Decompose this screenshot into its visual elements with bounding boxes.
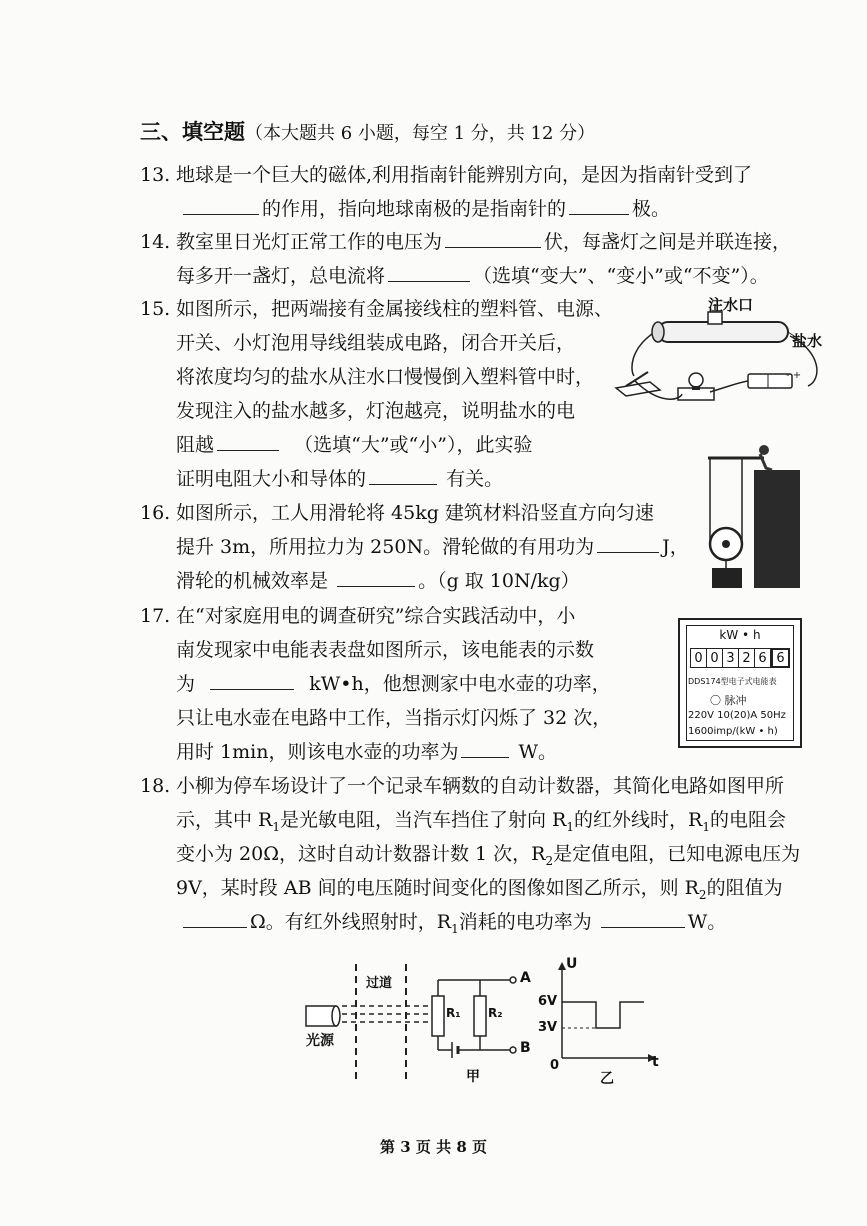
q16-pulley-figure — [700, 440, 810, 590]
q18-line2 — [176, 807, 786, 840]
energy-meter — [678, 618, 802, 748]
q18-text2c: 的红外线时，R — [574, 809, 703, 831]
section-note: （本大题共 6 小题，每空 1 分，共 12 分） — [245, 123, 596, 144]
q16-line3 — [176, 568, 580, 594]
q15-text5a: 阻越 — [176, 434, 215, 456]
inlet-label: 注水口 — [708, 296, 754, 314]
q17-text3b: kW•h，他想测家中电水壶的功率， — [309, 673, 611, 695]
meter-digit-last: 6 — [771, 648, 790, 668]
q15-text6b: 有关。 — [446, 468, 504, 490]
tick-6v-label: 6V — [538, 994, 558, 1009]
meter-model: DDS174型电子式电能表 — [688, 677, 777, 686]
q18-blank2[interactable] — [601, 909, 685, 928]
q18-line4 — [176, 875, 783, 908]
terminal-a-label: A — [520, 970, 531, 986]
salt-water-label: 盐水 — [792, 332, 823, 350]
q18-line3 — [176, 841, 800, 874]
axis-t-label: t — [652, 1054, 659, 1070]
q16-text3a: 滑轮的机械效率是 — [176, 570, 329, 592]
page-footer: 第 3 页 共 8 页 — [380, 1138, 487, 1156]
q16-number: 16. — [140, 502, 171, 524]
q16-text2b: J， — [662, 536, 689, 558]
q17-blank2[interactable] — [461, 739, 509, 758]
q18-text3b: 是定值电阻，已知电源电压为 — [553, 843, 801, 865]
meter-unit: kW • h — [719, 628, 761, 642]
tick-3v-label: 3V — [538, 1020, 558, 1035]
q17-text1: 在“对家庭用电的调查研究”综合实践活动中，小 — [176, 605, 576, 627]
q18-text5b: 消耗的电功率为 — [458, 911, 592, 933]
q18-blank1[interactable] — [183, 909, 247, 928]
meter-rating: 220V 10(20)A 50Hz — [688, 710, 786, 721]
q15-text4: 发现注入的盐水越多，灯泡越亮，说明盐水的电 — [176, 400, 576, 422]
q13-number: 13. — [140, 164, 171, 186]
q17-text2: 南发现家中电能表表盘如图所示，该电能表的示数 — [176, 639, 595, 661]
q13-text2b: 极。 — [632, 198, 671, 220]
meter-constant: 1600imp/(kW • h) — [688, 726, 778, 737]
meter-pulse: 〇 脉冲 — [710, 694, 747, 707]
q17-line3 — [176, 671, 611, 697]
q16-text3b: 。（g 取 10N/kg） — [418, 570, 580, 592]
r1-subscript: 1 — [451, 921, 459, 936]
meter-digit: 3 — [723, 648, 739, 668]
q15-text1: 如图所示，把两端接有金属接线柱的塑料管、电源、 — [176, 298, 614, 320]
meter-display — [690, 648, 790, 668]
light-source-label: 光源 — [306, 1033, 334, 1049]
q13-text1: 地球是一个巨大的磁体,利用指南针能辨别方向，是因为指南针受到了 — [176, 164, 753, 186]
q17-text4: 只让电水壶在电路中工作，当指示灯闪烁了 32 次， — [176, 707, 612, 729]
q15-blank1[interactable] — [217, 432, 279, 451]
q14-text2a: 每多开一盏灯，总电流将 — [176, 265, 386, 287]
q15-line6 — [176, 466, 503, 492]
q13-text2a: 的作用，指向地球南极的是指南针的 — [262, 198, 567, 220]
q15-blank2[interactable] — [369, 466, 437, 485]
q17-text5b: W。 — [518, 741, 558, 763]
q15-text5b: （选填“大”或“小”），此实验 — [294, 434, 533, 456]
meter-digit: 2 — [739, 648, 755, 668]
q14-blank1[interactable] — [445, 229, 541, 248]
q13-line1 — [140, 162, 752, 188]
passage-label: 过道 — [366, 976, 393, 991]
q18-text1: 小柳为停车场设计了一个记录车辆数的自动计数器，其简化电路如图甲所 — [176, 775, 785, 797]
counter-circuit-drawing — [300, 958, 670, 1088]
q16-text2a: 提升 3m，所用拉力为 250N。滑轮做的有用功为 — [176, 536, 595, 558]
q15-circuit-figure — [590, 290, 830, 415]
r2-subscript: 2 — [698, 887, 707, 902]
section-heading: 三、填空题 — [140, 119, 245, 144]
fig-jia-label: 甲 — [466, 1069, 480, 1085]
q17-text3a: 为 — [176, 673, 196, 695]
q17-number: 17. — [140, 605, 171, 627]
meter-digit: 0 — [690, 648, 707, 668]
q17-text5a: 用时 1min，则该电水壶的功率为 — [176, 741, 459, 763]
q18-line1 — [140, 773, 784, 799]
q15-text6a: 证明电阻大小和导体的 — [176, 468, 367, 490]
q18-figure — [300, 958, 670, 1088]
q18-text3a: 变小为 20Ω，这时自动计数器计数 1 次，R — [176, 843, 546, 865]
fig-yi-label: 乙 — [600, 1071, 614, 1087]
meter-digit: 0 — [707, 648, 723, 668]
q17-line5 — [176, 739, 557, 765]
q14-text1b: 伏，每盏灯之间是并联连接， — [544, 231, 792, 253]
q16-line1 — [140, 500, 654, 526]
q18-line5 — [180, 909, 726, 942]
q18-text5c: W。 — [687, 911, 727, 933]
q14-line1 — [140, 229, 791, 255]
q14-blank2[interactable] — [388, 263, 470, 282]
q17-line1 — [140, 603, 575, 629]
q18-text5a: Ω。有红外线照射时，R — [250, 911, 452, 933]
meter-digit: 6 — [755, 648, 771, 668]
q18-text2d: 的电阻会 — [709, 809, 786, 831]
r1-subscript: 1 — [566, 819, 574, 834]
origin-label: 0 — [550, 1058, 560, 1073]
q16-line2 — [176, 534, 689, 560]
r2-label: R₂ — [488, 1006, 503, 1020]
q13-blank2[interactable] — [569, 196, 629, 215]
q14-text1a: 教室里日光灯正常工作的电压为 — [176, 231, 443, 253]
q18-text4a: 9V，某时段 AB 间的电压随时间变化的图像如图乙所示，则 R — [176, 877, 699, 899]
svg-text:- +: - + — [786, 370, 802, 381]
axis-u-label: U — [566, 956, 578, 972]
q15-line5 — [176, 432, 532, 458]
r2-subscript: 2 — [545, 853, 554, 868]
section-title — [140, 116, 595, 146]
q18-text4b: 的阻值为 — [706, 877, 783, 899]
q17-blank1[interactable] — [210, 671, 294, 690]
r1-subscript: 1 — [702, 819, 710, 834]
q18-text2a: 示，其中 R — [176, 809, 273, 831]
q14-text2b: （选填“变大”、“变小”或“不变”）。 — [473, 265, 769, 287]
r1-label: R₁ — [446, 1006, 461, 1020]
q13-line2 — [180, 196, 670, 222]
q16-blank2[interactable] — [337, 568, 415, 587]
q18-text2b: 是光敏电阻，当汽车挡住了射向 R — [280, 809, 567, 831]
q14-number: 14. — [140, 231, 171, 253]
q13-blank1[interactable] — [183, 196, 259, 215]
q15-text3: 将浓度均匀的盐水从注水口慢慢倒入塑料管中时， — [176, 366, 595, 388]
q15-line1 — [140, 296, 613, 322]
r1-subscript: 1 — [272, 819, 280, 834]
q16-text1: 如图所示，工人用滑轮将 45kg 建筑材料沿竖直方向匀速 — [176, 502, 654, 524]
q14-line2 — [176, 263, 769, 289]
pulley-drawing — [700, 440, 810, 590]
q18-number: 18. — [140, 775, 171, 797]
q15-number: 15. — [140, 298, 171, 320]
terminal-b-label: B — [520, 1040, 531, 1056]
q16-blank1[interactable] — [597, 534, 659, 553]
q15-text2: 开关、小灯泡用导线组装成电路，闭合开关后， — [176, 332, 576, 354]
